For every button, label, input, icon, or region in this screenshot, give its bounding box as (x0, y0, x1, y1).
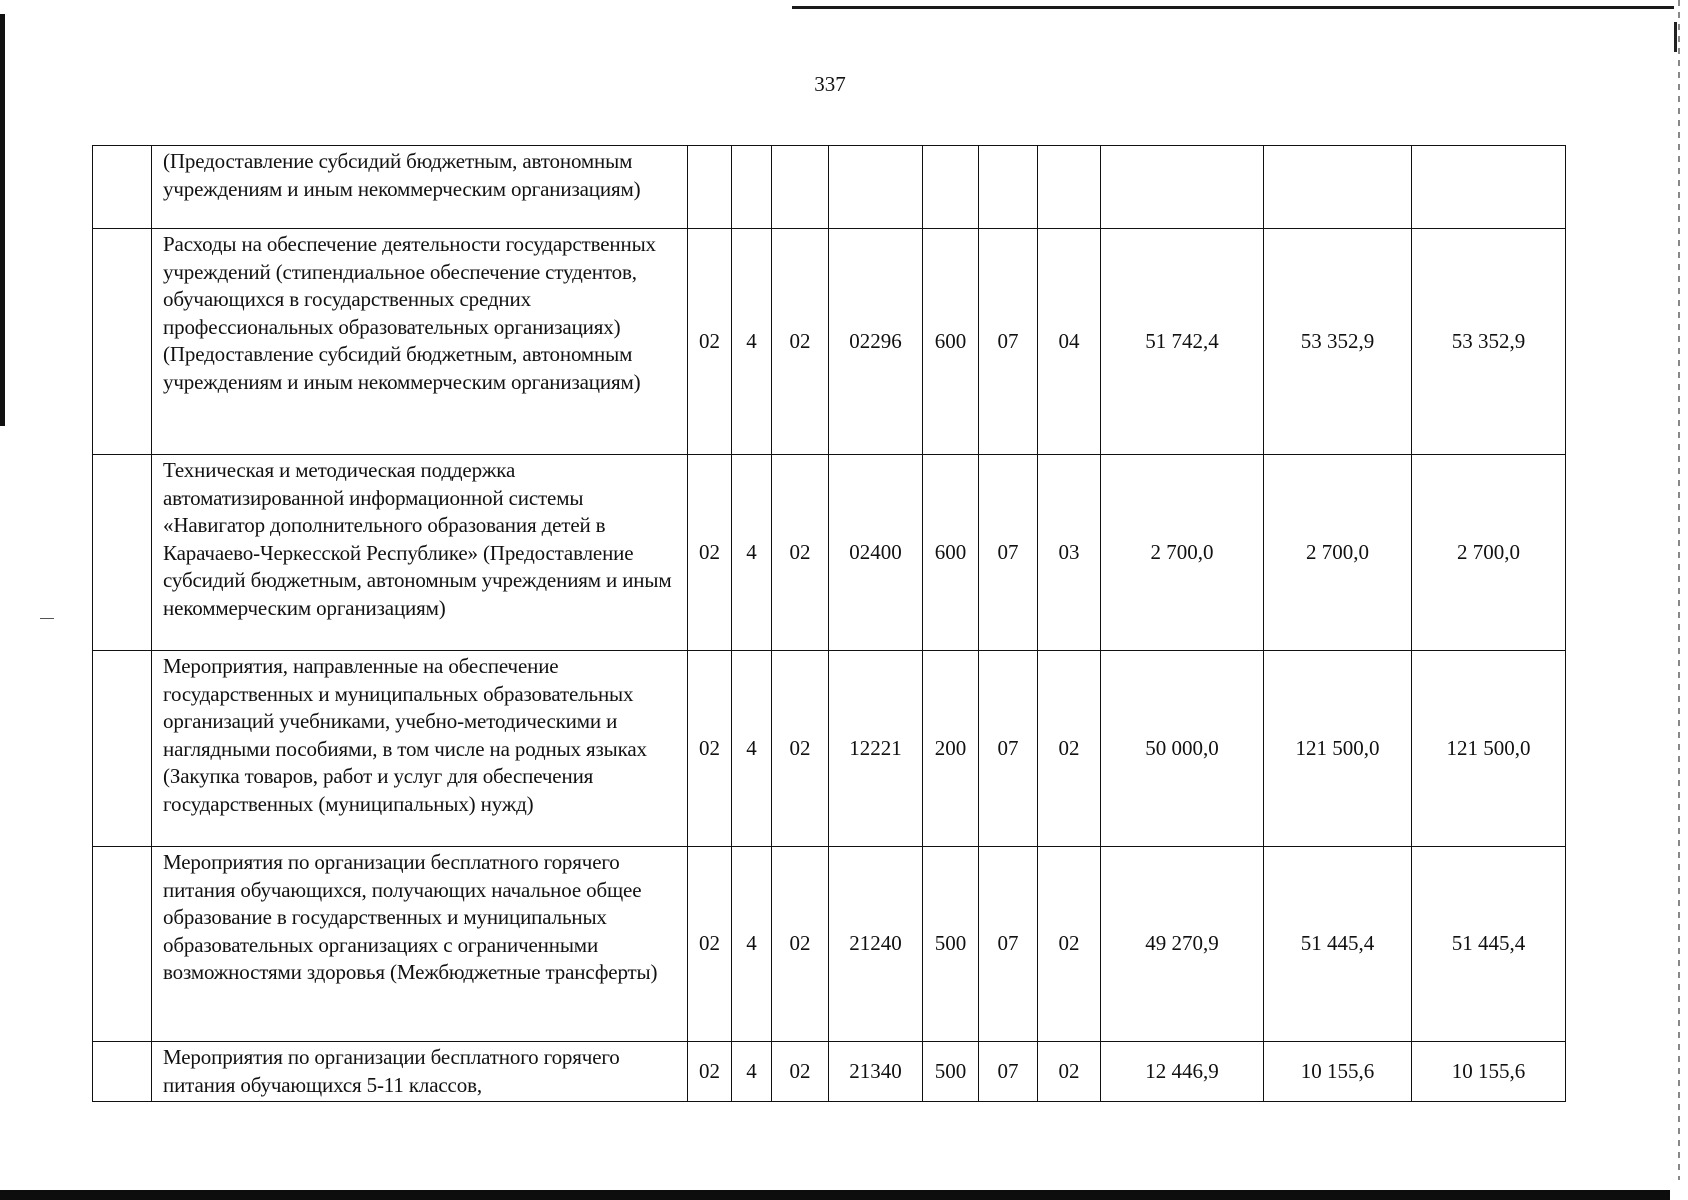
amount-year-1-cell: 50 000,0 (1101, 651, 1264, 847)
subprogram-type-cell: 4 (732, 1042, 772, 1102)
section-code-cell: 07 (979, 229, 1038, 455)
program-code-cell: 02 (688, 1042, 732, 1102)
subprogram-code-cell: 02 (772, 229, 829, 455)
subsection-code-cell: 03 (1038, 455, 1101, 651)
amount-year-3-cell: 51 445,4 (1412, 847, 1566, 1042)
subprogram-code-cell (772, 146, 829, 229)
section-code-cell: 07 (979, 1042, 1038, 1102)
expense-type-cell: 600 (923, 229, 979, 455)
section-code-cell (979, 146, 1038, 229)
row-index-cell (93, 1042, 152, 1102)
direction-code-cell: 02400 (829, 455, 923, 651)
subprogram-type-cell: 4 (732, 455, 772, 651)
amount-year-3-cell: 10 155,6 (1412, 1042, 1566, 1102)
table-row (93, 651, 1566, 847)
subprogram-code-cell: 02 (772, 847, 829, 1042)
program-code-cell: 02 (688, 229, 732, 455)
amount-year-2-cell: 2 700,0 (1264, 455, 1412, 651)
scan-left-dash (40, 618, 54, 619)
direction-code-cell: 21240 (829, 847, 923, 1042)
subprogram-type-cell: 4 (732, 229, 772, 455)
direction-code-cell: 12221 (829, 651, 923, 847)
scan-right-edge (1678, 0, 1680, 1180)
amount-year-1-cell: 51 742,4 (1101, 229, 1264, 455)
amount-year-2-cell: 121 500,0 (1264, 651, 1412, 847)
page-number: 337 (814, 72, 846, 96)
subsection-code-cell: 04 (1038, 229, 1101, 455)
row-index-cell (93, 146, 152, 229)
subsection-code-cell: 02 (1038, 847, 1101, 1042)
subsection-code-cell: 02 (1038, 651, 1101, 847)
expense-type-cell (923, 146, 979, 229)
amount-year-1-cell: 12 446,9 (1101, 1042, 1264, 1102)
program-code-cell: 02 (688, 651, 732, 847)
program-code-cell: 02 (688, 847, 732, 1042)
subsection-code-cell: 02 (1038, 1042, 1101, 1102)
scan-bottom-bar (0, 1190, 1670, 1200)
subprogram-type-cell: 4 (732, 651, 772, 847)
scan-left-edge (0, 14, 5, 426)
row-index-cell (93, 847, 152, 1042)
row-index-cell (93, 229, 152, 455)
row-description: Расходы на обеспечение деятельности государственных учреждений (стипендиальное обеспечение студентов, обучающихся в государственных средних профессиональных образовательных организациях) (Предоставление субсидий бюджетным, автономным учреждениям и иным некоммерческим организациям) (152, 229, 688, 455)
subsection-code-cell (1038, 146, 1101, 229)
expense-type-cell: 200 (923, 651, 979, 847)
scan-right-tick (1674, 22, 1677, 52)
amount-year-2-cell: 53 352,9 (1264, 229, 1412, 455)
table-row (93, 146, 1566, 229)
amount-year-3-cell: 53 352,9 (1412, 229, 1566, 455)
amount-year-3-cell: 121 500,0 (1412, 651, 1566, 847)
expense-type-cell: 600 (923, 455, 979, 651)
program-code-cell: 02 (688, 455, 732, 651)
row-description: Мероприятия, направленные на обеспечение государственных и муниципальных образовательных организаций учебниками, учебно-методическими и наглядными пособиями, в том числе на родных языках (Закупка товаров, работ и услуг для обеспечения государственных (муниципальных) нужд) (152, 651, 688, 847)
row-index-cell (93, 651, 152, 847)
subprogram-code-cell: 02 (772, 455, 829, 651)
amount-year-1-cell (1101, 146, 1264, 229)
amount-year-1-cell: 49 270,9 (1101, 847, 1264, 1042)
row-description: Мероприятия по организации бесплатного горячего питания обучающихся 5-11 классов, (152, 1042, 688, 1102)
table-row (93, 1042, 1566, 1102)
direction-code-cell: 21340 (829, 1042, 923, 1102)
subprogram-code-cell: 02 (772, 1042, 829, 1102)
section-code-cell: 07 (979, 651, 1038, 847)
table-row (93, 455, 1566, 651)
expense-type-cell: 500 (923, 1042, 979, 1102)
budget-table (92, 145, 1566, 1102)
subprogram-type-cell: 4 (732, 847, 772, 1042)
row-description: Техническая и методическая поддержка автоматизированной информационной системы «Навигатор дополнительного образования детей в Карачаево-Черкесской Республике» (Предоставление субсидий бюджетным, автономным учреждениям и иным некоммерческим организациям) (152, 455, 688, 651)
amount-year-2-cell: 51 445,4 (1264, 847, 1412, 1042)
expense-type-cell: 500 (923, 847, 979, 1042)
amount-year-2-cell: 10 155,6 (1264, 1042, 1412, 1102)
amount-year-1-cell: 2 700,0 (1101, 455, 1264, 651)
amount-year-3-cell (1412, 146, 1566, 229)
section-code-cell: 07 (979, 847, 1038, 1042)
row-index-cell (93, 455, 152, 651)
subprogram-type-cell (732, 146, 772, 229)
direction-code-cell (829, 146, 923, 229)
row-description: Мероприятия по организации бесплатного горячего питания обучающихся, получающих начальное общее образование в государственных и муниципальных образовательных организациях с ограниченными возможностями здоровья (Межбюджетные трансферты) (152, 847, 688, 1042)
table-row (93, 847, 1566, 1042)
program-code-cell (688, 146, 732, 229)
subprogram-code-cell: 02 (772, 651, 829, 847)
amount-year-3-cell: 2 700,0 (1412, 455, 1566, 651)
section-code-cell: 07 (979, 455, 1038, 651)
table-row (93, 229, 1566, 455)
row-description: (Предоставление субсидий бюджетным, автономным учреждениям и иным некоммерческим организациям) (152, 146, 688, 229)
direction-code-cell: 02296 (829, 229, 923, 455)
scan-top-border (792, 6, 1674, 9)
amount-year-2-cell (1264, 146, 1412, 229)
